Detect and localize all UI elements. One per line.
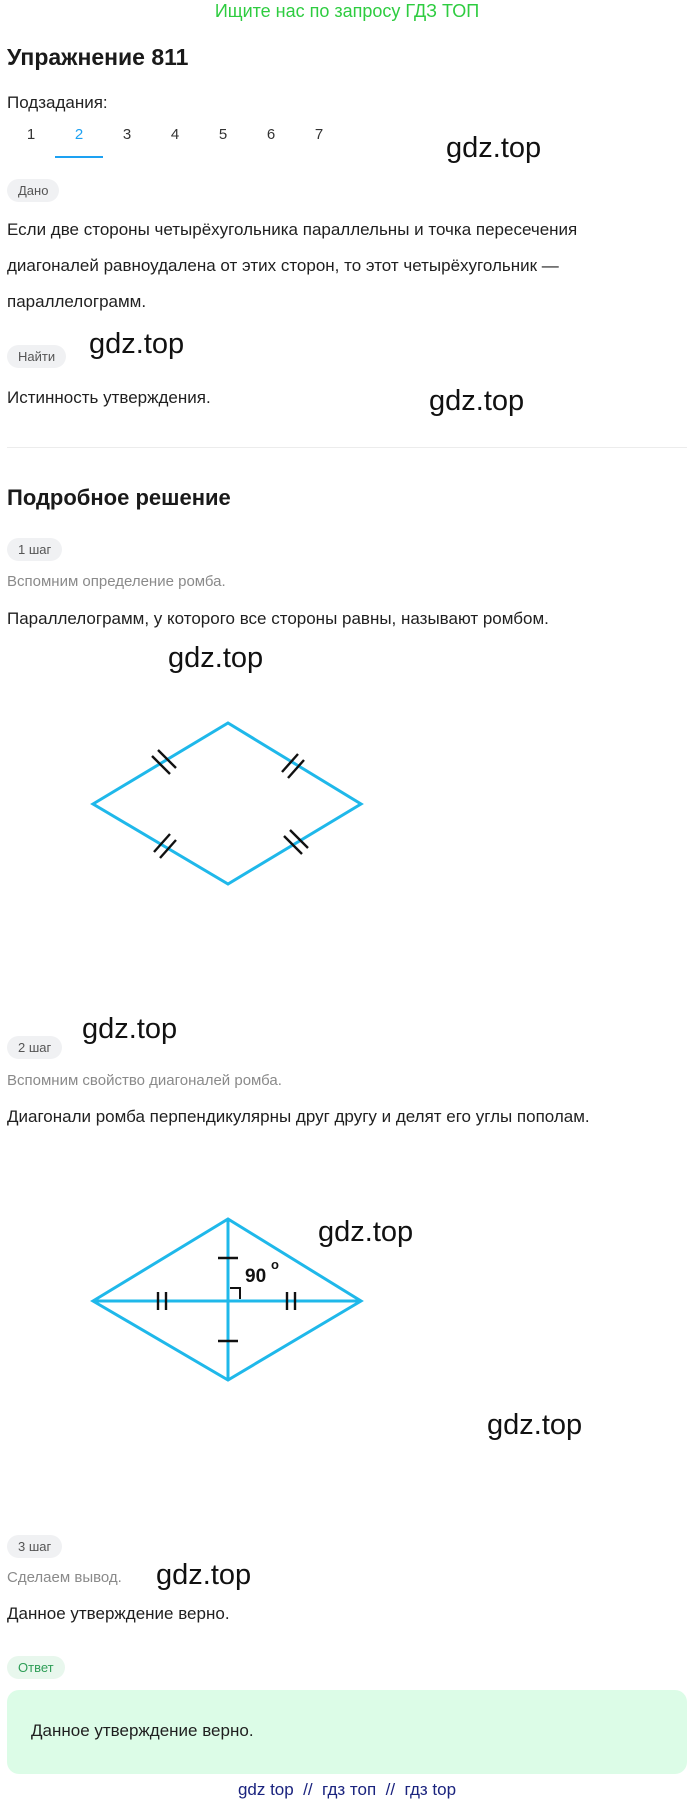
watermark: gdz.top [82, 1013, 178, 1045]
step-2-hint: Вспомним свойство диагоналей ромба. [7, 1072, 282, 1089]
given-line-1: Если две стороны четырёхугольника параллельны и точка пересечения [7, 220, 578, 239]
right-angle-mark [230, 1288, 240, 1299]
step-1-text: Параллелограмм, у которого все стороны равны, называют ромбом. [7, 609, 549, 628]
watermark: gdz.top [156, 1559, 252, 1591]
step-3-chip: 3 шаг [7, 1535, 62, 1558]
answer-chip: Ответ [7, 1656, 65, 1679]
answer-text: Данное утверждение верно. [31, 1721, 254, 1740]
find-chip: Найти [7, 345, 66, 368]
solution-title: Подробное решение [7, 485, 231, 510]
step-3-text: Данное утверждение верно. [7, 1604, 230, 1623]
watermark: gdz.top [89, 328, 185, 360]
given-line-3: параллелограмм. [7, 292, 147, 311]
step-2-chip: 2 шаг [7, 1036, 62, 1059]
tab-1[interactable]: 1 [26, 126, 36, 143]
given-line-2: диагоналей равноудалена от этих сторон, то этот четырёхугольник — [7, 256, 559, 275]
subtasks-label: Подзадания: [7, 93, 108, 112]
footer-links[interactable]: gdz top // гдз топ // гдз top [237, 1780, 457, 1799]
given-chip: Дано [7, 179, 59, 202]
angle-label: 90 [245, 1266, 267, 1287]
tab-7[interactable]: 7 [314, 126, 324, 143]
tab-5[interactable]: 5 [218, 126, 228, 143]
page-title: Упражнение 811 [7, 44, 189, 70]
angle-degree: o [271, 1257, 279, 1272]
tab-6[interactable]: 6 [266, 126, 276, 143]
tab-4[interactable]: 4 [170, 126, 180, 143]
find-text: Истинность утверждения. [7, 388, 211, 407]
watermark: gdz.top [446, 132, 542, 164]
watermark: gdz.top [318, 1216, 414, 1248]
watermark: gdz.top [168, 642, 264, 674]
promo-banner[interactable]: Ищите нас по запросу ГДЗ ТОП [214, 1, 480, 21]
step-2-text: Диагонали ромба перпендикулярны друг другу и делят его углы пополам. [7, 1107, 590, 1126]
step-3-hint: Сделаем вывод. [7, 1569, 122, 1586]
watermark: gdz.top [487, 1409, 583, 1441]
step-1-chip: 1 шаг [7, 538, 62, 561]
tab-3[interactable]: 3 [122, 126, 132, 143]
watermark: gdz.top [429, 385, 525, 417]
step-1-hint: Вспомним определение ромба. [7, 573, 226, 590]
tab-2[interactable]: 2 [55, 124, 103, 158]
